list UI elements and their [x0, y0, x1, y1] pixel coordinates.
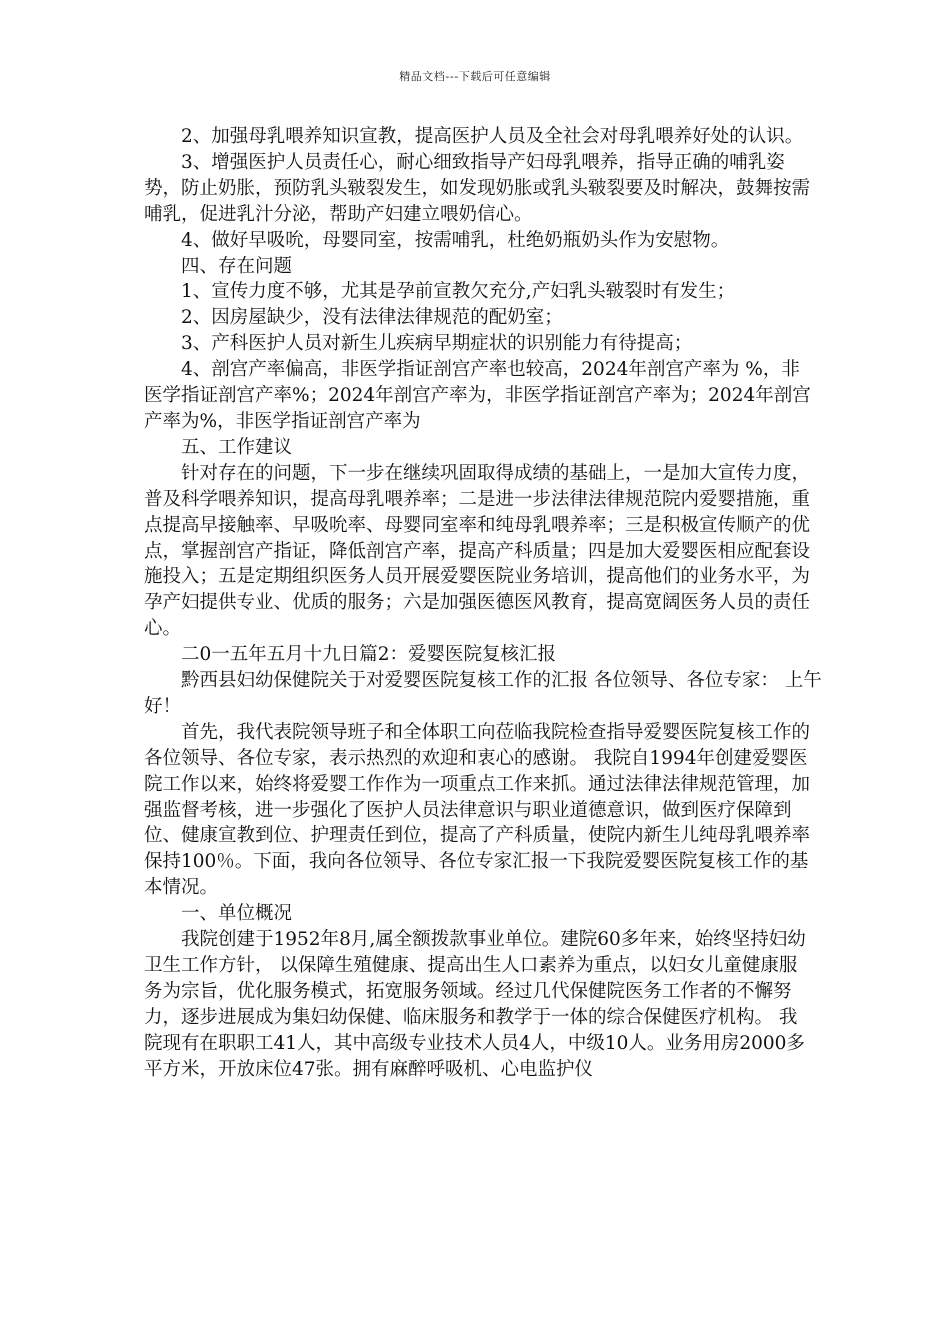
paragraph-date-and-report-title: 二0一五年五月十九日篇2：爱婴医院复核汇报 [181, 644, 557, 666]
paragraph-breastfeeding-education: 2、加强母乳喂养知识宣教，提高医护人员及全社会对母乳喂养好处的认识。 [181, 126, 804, 147]
paragraph-problem-cesarean-rate: 4、剖宫产率偏高，非医学指证剖宫产率也较高，2024年剖宫产率为 %，非医学指证剖宫产率%；2024年剖宫产率为，非医学指证剖宫产率为；2024年剖宫产率为%，非医学指证剖宫产率为 [144, 359, 811, 432]
paragraph-report-greeting: 黔西县妇幼保健院关于对爱婴医院复核工作的汇报 各位领导、各位专家： 上午好！ [144, 670, 822, 717]
section-heading-unit-overview: 一、单位概况 [181, 903, 293, 925]
paragraph-early-suckling: 4、做好早吸吮，母婴同室，按需哺乳，杜绝奶瓶奶头作为安慰物。 [181, 229, 730, 251]
paragraph-staff-responsibility: 3、增强医护人员责任心，耐心细致指导产妇母乳喂养，指导正确的哺乳姿势，防止奶胀，预防乳头皲裂发生，如发现奶胀或乳头皲裂要及时解决，鼓舞按需哺乳，促进乳汁分泌，帮助产妇建立喂奶信心。 [144, 151, 811, 225]
paragraph-unit-overview: 我院创建于1952年8月,属全额拨款事业单位。建院60多年来，始终坚持妇幼卫生工作方针， 以保障生殖健康、提高出生人口素养为重点，以妇女儿童健康服务为宗旨，优化服务模式，拓宽服务领域。经过几代保健院医务工作者的不懈努力，逐步进展成为集妇幼保健、临床服务和教学于一体的综合保健医疗机构。 我院现有在职职工41人，其中高级专业技术人员4人，中级10人。业务用房2000多平方米，开放床位47张。拥有麻醉呼吸机、心电监护仪 [144, 929, 806, 1080]
section-heading-problems: 四、存在问题 [181, 255, 293, 277]
paragraph-problem-milk-room: 2、因房屋缺少，没有法律法律规范的配奶室； [181, 307, 563, 329]
section-heading-suggestions: 五、工作建议 [181, 436, 293, 458]
page-header: 精品文档---下载后可任意编辑 [399, 70, 551, 83]
paragraph-problem-recognition: 3、产科医护人员对新生儿疾病早期症状的识别能力有待提高； [181, 333, 693, 355]
document-body [144, 124, 822, 1083]
paragraph-problem-publicity: 1、宣传力度不够，尤其是孕前宣教欠充分,产妇乳头皲裂时有发生； [181, 281, 736, 303]
paragraph-report-welcome: 首先，我代表院领导班子和全体职工向莅临我院检查指导爱婴医院复核工作的各位领导、各位专家，表示热烈的欢迎和衷心的感谢。 我院自1994年创建爱婴医院工作以来，始终将爱婴工作作为一项重点工作来抓。通过法律法律规范管理，加强监督考核，进一步强化了医护人员法律意识与职业道德意识，做到医疗保障到位、健康宣教到位、护理责任到位，提高了产科质量，使院内新生儿纯母乳喂养率保持100％。下面，我向各位领导、各位专家汇报一下我院爱婴医院复核工作的基本情况。 [144, 721, 811, 899]
paragraph-suggestions: 针对存在的问题，下一步在继续巩固取得成绩的基础上，一是加大宣传力度，普及科学喂养知识，提高母乳喂养率；二是进一步法律法律规范院内爱婴措施，重点提高早接触率、早吸吮率、母婴同室率和纯母乳喂养率；三是积极宣传顺产的优点，掌握剖宫产指证，降低剖宫产率，提高产科质量；四是加大爱婴医相应配套设施投入；五是定期组织医务人员开展爱婴医院业务培训，提高他们的业务水平，为孕产妇提供专业、优质的服务；六是加强医德医风教育，提高宽阔医务人员的责任心。 [144, 462, 811, 640]
